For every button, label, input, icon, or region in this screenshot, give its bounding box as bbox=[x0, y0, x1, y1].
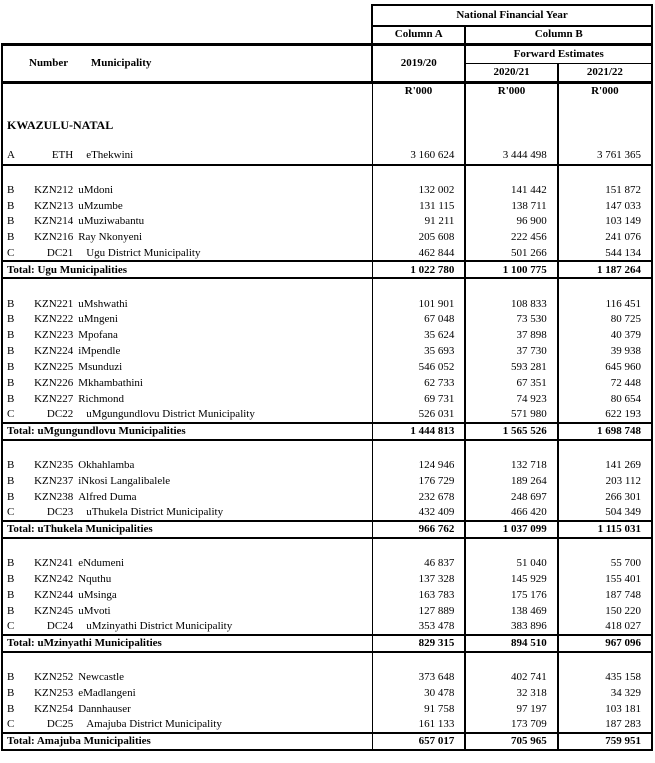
category-cell: B bbox=[2, 296, 32, 312]
spacer-cell bbox=[372, 134, 465, 147]
table-row bbox=[2, 473, 652, 489]
spacer-cell bbox=[465, 278, 557, 296]
table-row bbox=[2, 198, 652, 214]
total-label-cell: Total: Amajuba Municipalities bbox=[2, 733, 372, 750]
value-cell: 37 898 bbox=[465, 328, 557, 344]
spacer-row bbox=[2, 538, 652, 556]
total-label-cell: Total: uThukela Municipalities bbox=[2, 521, 372, 538]
spacer-cell bbox=[2, 165, 372, 183]
empty-cell bbox=[465, 118, 557, 134]
municipality-cell: Okhahlamba bbox=[73, 458, 372, 474]
value-cell: 34 329 bbox=[558, 685, 652, 701]
municipality-cell: Ugu District Municipality bbox=[73, 246, 372, 262]
category-cell: B bbox=[2, 230, 32, 246]
municipality-cell: Alfred Duma bbox=[73, 489, 372, 505]
table-row bbox=[2, 717, 652, 733]
municipality-cell: uMdoni bbox=[73, 182, 372, 198]
table-row bbox=[2, 505, 652, 521]
value-cell: 173 709 bbox=[465, 717, 557, 733]
value-cell: 466 420 bbox=[465, 505, 557, 521]
total-value-cell: 1 100 775 bbox=[465, 261, 557, 278]
spacer-row bbox=[2, 652, 652, 670]
total-value-cell: 1 115 031 bbox=[558, 521, 652, 538]
total-value-cell: 967 096 bbox=[558, 635, 652, 652]
municipality-cell: eThekwini bbox=[73, 147, 372, 165]
header-national-financial-year: National Financial Year bbox=[372, 5, 652, 26]
code-cell: KZN222 bbox=[34, 313, 74, 326]
value-cell: 101 901 bbox=[372, 296, 465, 312]
code-cell: KZN224 bbox=[34, 345, 74, 358]
total-value-cell: 1 444 813 bbox=[372, 423, 465, 440]
value-cell: 187 748 bbox=[558, 587, 652, 603]
spacer-cell bbox=[2, 538, 372, 556]
value-cell: 131 115 bbox=[372, 198, 465, 214]
table-row bbox=[2, 375, 652, 391]
municipality-cell: uMngeni bbox=[73, 312, 372, 328]
value-cell: 35 624 bbox=[372, 328, 465, 344]
spacer-cell bbox=[465, 134, 557, 147]
code-cell: KZN226 bbox=[34, 377, 74, 390]
municipality-cell: Msunduzi bbox=[73, 360, 372, 376]
spacer-cell bbox=[372, 278, 465, 296]
category-cell: B bbox=[2, 587, 32, 603]
municipality-cell: uMsinga bbox=[73, 587, 372, 603]
spacer-cell bbox=[558, 165, 652, 183]
category-cell: B bbox=[2, 328, 32, 344]
total-value-cell: 759 951 bbox=[558, 733, 652, 750]
spacer-cell bbox=[558, 538, 652, 556]
category-cell: B bbox=[2, 198, 32, 214]
spacer-cell bbox=[465, 538, 557, 556]
table-row bbox=[2, 328, 652, 344]
value-cell: 155 401 bbox=[558, 572, 652, 588]
value-cell: 96 900 bbox=[465, 214, 557, 230]
total-value-cell: 966 762 bbox=[372, 521, 465, 538]
municipality-cell: uMzinyathi District Municipality bbox=[73, 619, 372, 635]
header-row-units bbox=[2, 82, 652, 100]
value-cell: 402 741 bbox=[465, 670, 557, 686]
header-municipality-label: Municipality bbox=[90, 56, 152, 69]
value-cell: 163 783 bbox=[372, 587, 465, 603]
table-row bbox=[2, 458, 652, 474]
municipality-cell: eNdumeni bbox=[73, 556, 372, 572]
category-cell: B bbox=[2, 670, 32, 686]
code-cell: KZN223 bbox=[34, 329, 74, 342]
municipality-cell: eMadlangeni bbox=[73, 685, 372, 701]
table-row bbox=[2, 312, 652, 328]
total-value-cell: 657 017 bbox=[372, 733, 465, 750]
spacer-cell bbox=[2, 278, 372, 296]
municipality-cell: Dannhauser bbox=[73, 701, 372, 717]
value-cell: 462 844 bbox=[372, 246, 465, 262]
province-heading: KWAZULU-NATAL bbox=[2, 118, 372, 134]
value-cell: 35 693 bbox=[372, 344, 465, 360]
code-cell: KZN238 bbox=[34, 490, 74, 503]
value-cell: 141 442 bbox=[465, 182, 557, 198]
spacer-cell bbox=[372, 652, 465, 670]
value-cell: 74 923 bbox=[465, 391, 557, 407]
municipality-cell: Mpofana bbox=[73, 328, 372, 344]
value-cell: 91 211 bbox=[372, 214, 465, 230]
spacer-cell bbox=[558, 652, 652, 670]
category-cell: A bbox=[2, 147, 32, 165]
table-row bbox=[2, 619, 652, 635]
value-cell: 55 700 bbox=[558, 556, 652, 572]
value-cell: 3 444 498 bbox=[465, 147, 557, 165]
municipality-cell: Richmond bbox=[73, 391, 372, 407]
spacer-cell bbox=[558, 134, 652, 147]
value-cell: 571 980 bbox=[465, 407, 557, 423]
category-cell: C bbox=[2, 407, 32, 423]
table-row bbox=[2, 230, 652, 246]
value-cell: 645 960 bbox=[558, 360, 652, 376]
header-row-columns bbox=[2, 26, 652, 44]
value-cell: 546 052 bbox=[372, 360, 465, 376]
spacer-cell bbox=[372, 440, 465, 458]
value-cell: 69 731 bbox=[372, 391, 465, 407]
total-row bbox=[2, 423, 652, 440]
code-cell: KZN244 bbox=[34, 589, 74, 602]
code-cell: KZN242 bbox=[34, 573, 74, 586]
code-cell: KZN237 bbox=[34, 475, 74, 488]
code-cell: KZN225 bbox=[34, 361, 74, 374]
value-cell: 141 269 bbox=[558, 458, 652, 474]
value-cell: 187 283 bbox=[558, 717, 652, 733]
table-row bbox=[2, 603, 652, 619]
header-number-label: Number bbox=[29, 56, 69, 69]
spacer-cell bbox=[558, 100, 652, 118]
spacer-cell bbox=[465, 100, 557, 118]
value-cell: 51 040 bbox=[465, 556, 557, 572]
value-cell: 3 160 624 bbox=[372, 147, 465, 165]
table-row bbox=[2, 685, 652, 701]
total-label-cell: Total: Ugu Municipalities bbox=[2, 261, 372, 278]
spacer-row bbox=[2, 100, 652, 118]
value-cell: 266 301 bbox=[558, 489, 652, 505]
category-cell: C bbox=[2, 505, 32, 521]
category-cell: B bbox=[2, 572, 32, 588]
table-row bbox=[2, 182, 652, 198]
empty-cell bbox=[558, 118, 652, 134]
value-cell: 203 112 bbox=[558, 473, 652, 489]
header-forward-estimates: Forward Estimates bbox=[465, 44, 652, 63]
code-cell: DC24 bbox=[46, 620, 74, 633]
value-cell: 103 149 bbox=[558, 214, 652, 230]
category-cell: B bbox=[2, 375, 32, 391]
value-cell: 432 409 bbox=[372, 505, 465, 521]
value-cell: 37 730 bbox=[465, 344, 557, 360]
total-row bbox=[2, 261, 652, 278]
value-cell: 544 134 bbox=[558, 246, 652, 262]
spacer-cell bbox=[372, 165, 465, 183]
code-cell: KZN214 bbox=[34, 215, 74, 228]
category-cell: B bbox=[2, 344, 32, 360]
header-row-financial-year bbox=[2, 5, 652, 26]
total-value-cell: 829 315 bbox=[372, 635, 465, 652]
value-cell: 30 478 bbox=[372, 685, 465, 701]
category-cell: C bbox=[2, 717, 32, 733]
value-cell: 353 478 bbox=[372, 619, 465, 635]
value-cell: 232 678 bbox=[372, 489, 465, 505]
value-cell: 593 281 bbox=[465, 360, 557, 376]
header-year-2020-21: 2020/21 bbox=[465, 63, 557, 82]
unit-label: R'000 bbox=[558, 82, 652, 100]
value-cell: 175 176 bbox=[465, 587, 557, 603]
municipality-cell: Amajuba District Municipality bbox=[73, 717, 372, 733]
spacer-cell bbox=[465, 440, 557, 458]
category-cell: B bbox=[2, 360, 32, 376]
value-cell: 418 027 bbox=[558, 619, 652, 635]
value-cell: 108 833 bbox=[465, 296, 557, 312]
municipality-cell: Newcastle bbox=[73, 670, 372, 686]
table-row bbox=[2, 670, 652, 686]
value-cell: 97 197 bbox=[465, 701, 557, 717]
municipality-cell: uMzumbe bbox=[73, 198, 372, 214]
value-cell: 241 076 bbox=[558, 230, 652, 246]
value-cell: 205 608 bbox=[372, 230, 465, 246]
table-row bbox=[2, 246, 652, 262]
value-cell: 67 048 bbox=[372, 312, 465, 328]
table-row bbox=[2, 360, 652, 376]
code-cell: ETH bbox=[32, 147, 73, 165]
header-row-forward-estimates bbox=[2, 44, 652, 63]
header-year-2019-20: 2019/20 bbox=[372, 44, 465, 82]
value-cell: 137 328 bbox=[372, 572, 465, 588]
header-number-municipality bbox=[2, 44, 372, 82]
value-cell: 222 456 bbox=[465, 230, 557, 246]
value-cell: 80 725 bbox=[558, 312, 652, 328]
category-cell: C bbox=[2, 246, 32, 262]
table-row bbox=[2, 147, 652, 165]
value-cell: 67 351 bbox=[465, 375, 557, 391]
category-cell: B bbox=[2, 556, 32, 572]
value-cell: 62 733 bbox=[372, 375, 465, 391]
municipality-cell: Nquthu bbox=[73, 572, 372, 588]
category-cell: B bbox=[2, 685, 32, 701]
municipality-cell: uThukela District Municipality bbox=[73, 505, 372, 521]
total-value-cell: 894 510 bbox=[465, 635, 557, 652]
value-cell: 189 264 bbox=[465, 473, 557, 489]
municipality-cell: uMgungundlovu District Municipality bbox=[73, 407, 372, 423]
spacer-cell bbox=[558, 440, 652, 458]
allocations-table bbox=[1, 4, 653, 751]
table-row bbox=[2, 556, 652, 572]
spacer-cell bbox=[558, 278, 652, 296]
code-cell: KZN254 bbox=[34, 703, 74, 715]
total-value-cell: 705 965 bbox=[465, 733, 557, 750]
municipality-cell: Ray Nkonyeni bbox=[73, 230, 372, 246]
header-year-2021-22: 2021/22 bbox=[558, 63, 652, 82]
code-cell: DC25 bbox=[46, 718, 74, 731]
category-cell: C bbox=[2, 619, 32, 635]
value-cell: 116 451 bbox=[558, 296, 652, 312]
spacer-cell bbox=[2, 100, 372, 118]
value-cell: 72 448 bbox=[558, 375, 652, 391]
spacer-row bbox=[2, 440, 652, 458]
spacer-cell bbox=[2, 652, 372, 670]
table-row bbox=[2, 489, 652, 505]
value-cell: 526 031 bbox=[372, 407, 465, 423]
code-cell: DC23 bbox=[46, 506, 74, 519]
category-cell: B bbox=[2, 214, 32, 230]
value-cell: 46 837 bbox=[372, 556, 465, 572]
empty-cell bbox=[2, 5, 372, 26]
table-row bbox=[2, 701, 652, 717]
total-value-cell: 1 698 748 bbox=[558, 423, 652, 440]
empty-cell bbox=[2, 82, 372, 100]
category-cell: B bbox=[2, 473, 32, 489]
header-column-a: Column A bbox=[372, 26, 465, 44]
total-value-cell: 1 565 526 bbox=[465, 423, 557, 440]
spacer-cell bbox=[372, 538, 465, 556]
value-cell: 248 697 bbox=[465, 489, 557, 505]
municipality-cell: uMshwathi bbox=[73, 296, 372, 312]
value-cell: 91 758 bbox=[372, 701, 465, 717]
header-column-b: Column B bbox=[465, 26, 652, 44]
code-cell: KZN245 bbox=[34, 604, 74, 617]
code-cell: KZN235 bbox=[34, 459, 74, 472]
code-cell: KZN241 bbox=[34, 557, 74, 570]
value-cell: 39 938 bbox=[558, 344, 652, 360]
value-cell: 138 711 bbox=[465, 198, 557, 214]
total-value-cell: 1 187 264 bbox=[558, 261, 652, 278]
category-cell: B bbox=[2, 701, 32, 717]
total-value-cell: 1 022 780 bbox=[372, 261, 465, 278]
value-cell: 132 002 bbox=[372, 182, 465, 198]
table-row bbox=[2, 587, 652, 603]
code-cell: KZN252 bbox=[34, 671, 74, 684]
category-cell: B bbox=[2, 603, 32, 619]
value-cell: 176 729 bbox=[372, 473, 465, 489]
table-row bbox=[2, 572, 652, 588]
total-label-cell: Total: uMgungundlovu Municipalities bbox=[2, 423, 372, 440]
code-cell: KZN212 bbox=[34, 183, 74, 196]
table-row bbox=[2, 214, 652, 230]
value-cell: 501 266 bbox=[465, 246, 557, 262]
spacer-row bbox=[2, 165, 652, 183]
value-cell: 138 469 bbox=[465, 603, 557, 619]
empty-cell bbox=[2, 26, 372, 44]
spacer-cell bbox=[372, 100, 465, 118]
value-cell: 151 872 bbox=[558, 182, 652, 198]
total-label-cell: Total: uMzinyathi Municipalities bbox=[2, 635, 372, 652]
table-row bbox=[2, 407, 652, 423]
value-cell: 147 033 bbox=[558, 198, 652, 214]
value-cell: 373 648 bbox=[372, 670, 465, 686]
category-cell: B bbox=[2, 312, 32, 328]
code-cell: KZN221 bbox=[34, 297, 74, 310]
code-cell: KZN227 bbox=[34, 392, 74, 405]
value-cell: 150 220 bbox=[558, 603, 652, 619]
spacer-row bbox=[2, 134, 652, 147]
total-row bbox=[2, 521, 652, 538]
value-cell: 32 318 bbox=[465, 685, 557, 701]
table-row bbox=[2, 296, 652, 312]
province-heading-row bbox=[2, 118, 652, 134]
spacer-row bbox=[2, 278, 652, 296]
value-cell: 383 896 bbox=[465, 619, 557, 635]
code-cell: KZN213 bbox=[34, 199, 74, 212]
spacer-cell bbox=[2, 134, 372, 147]
empty-cell bbox=[372, 118, 465, 134]
value-cell: 73 530 bbox=[465, 312, 557, 328]
category-cell: B bbox=[2, 182, 32, 198]
total-value-cell: 1 037 099 bbox=[465, 521, 557, 538]
value-cell: 124 946 bbox=[372, 458, 465, 474]
total-row bbox=[2, 635, 652, 652]
value-cell: 103 181 bbox=[558, 701, 652, 717]
municipality-cell: iMpendle bbox=[73, 344, 372, 360]
code-cell: KZN253 bbox=[34, 687, 74, 700]
category-cell: B bbox=[2, 458, 32, 474]
value-cell: 132 718 bbox=[465, 458, 557, 474]
municipality-cell: iNkosi Langalibalele bbox=[73, 473, 372, 489]
spacer-cell bbox=[465, 652, 557, 670]
spacer-cell bbox=[465, 165, 557, 183]
value-cell: 622 193 bbox=[558, 407, 652, 423]
municipality-cell: uMuziwabantu bbox=[73, 214, 372, 230]
code-cell: DC21 bbox=[46, 246, 74, 259]
code-cell: DC22 bbox=[46, 408, 74, 421]
municipality-cell: Mkhambathini bbox=[73, 375, 372, 391]
unit-label: R'000 bbox=[372, 82, 465, 100]
municipality-cell: uMvoti bbox=[73, 603, 372, 619]
table-row bbox=[2, 391, 652, 407]
value-cell: 127 889 bbox=[372, 603, 465, 619]
spacer-cell bbox=[2, 440, 372, 458]
category-cell: B bbox=[2, 489, 32, 505]
value-cell: 3 761 365 bbox=[558, 147, 652, 165]
category-cell: B bbox=[2, 391, 32, 407]
table-row bbox=[2, 344, 652, 360]
value-cell: 80 654 bbox=[558, 391, 652, 407]
total-row bbox=[2, 733, 652, 750]
value-cell: 435 158 bbox=[558, 670, 652, 686]
code-cell: KZN216 bbox=[34, 231, 74, 244]
unit-label: R'000 bbox=[465, 82, 557, 100]
value-cell: 145 929 bbox=[465, 572, 557, 588]
value-cell: 161 133 bbox=[372, 717, 465, 733]
value-cell: 504 349 bbox=[558, 505, 652, 521]
value-cell: 40 379 bbox=[558, 328, 652, 344]
